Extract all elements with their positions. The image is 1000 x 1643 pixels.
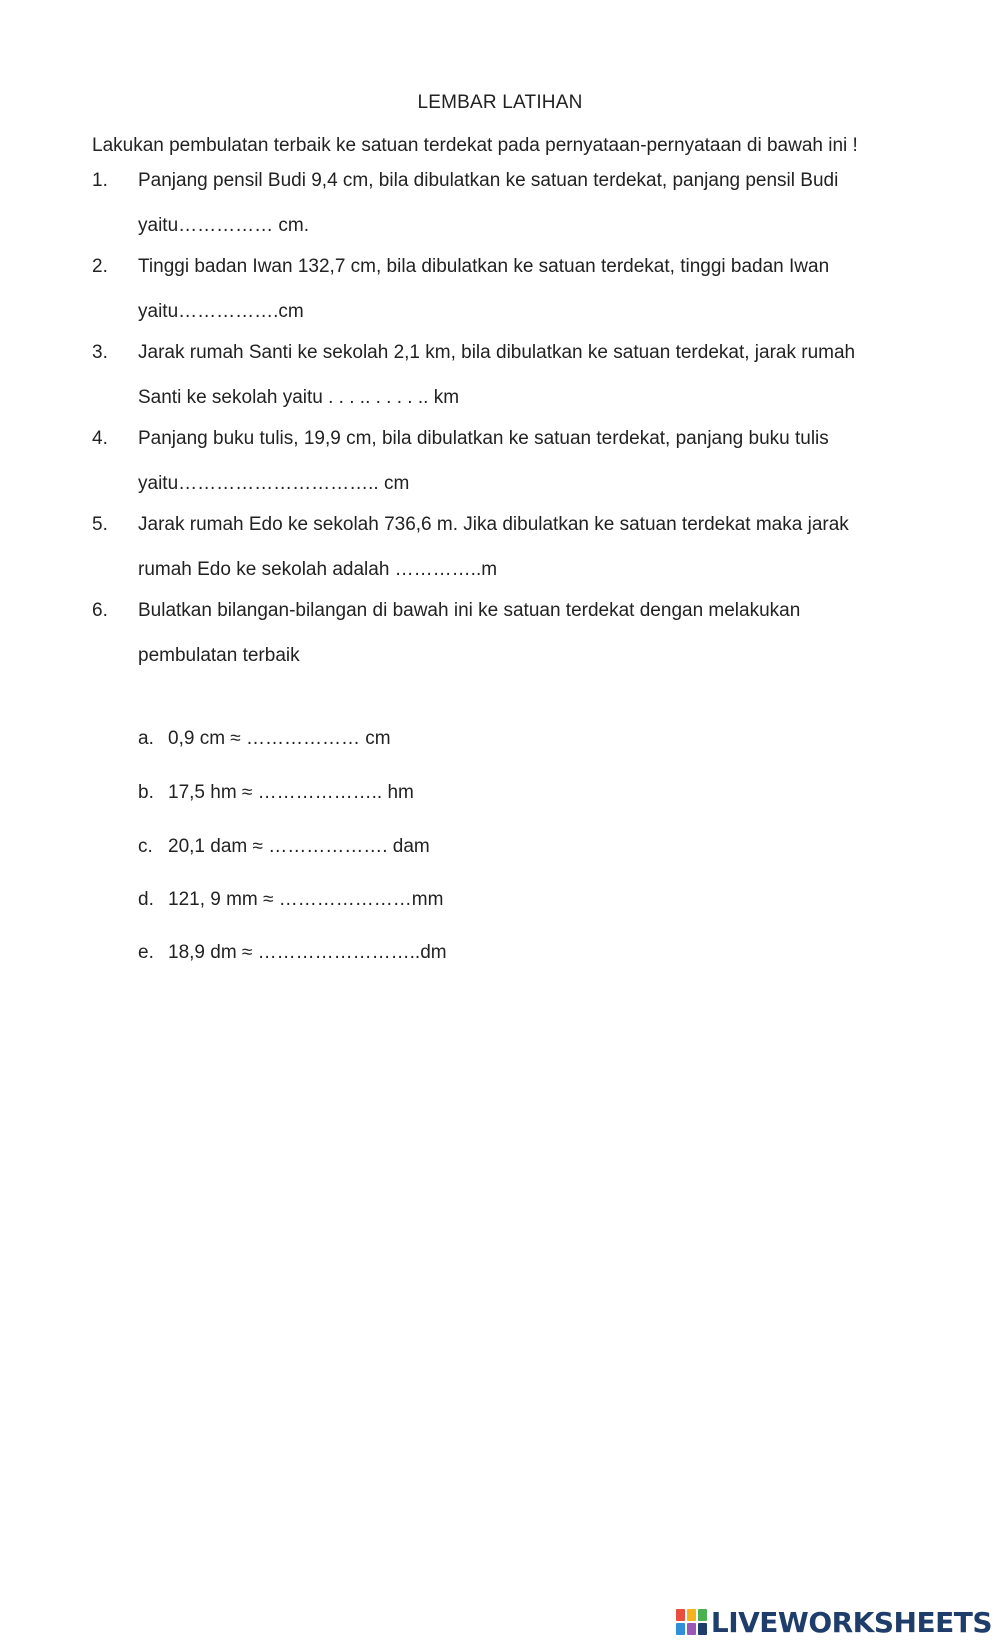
liveworksheets-logo xyxy=(676,1607,992,1637)
logo-block xyxy=(698,1623,707,1635)
question-number: 4. xyxy=(92,428,108,449)
subitem-e xyxy=(138,942,447,964)
subitem-c xyxy=(138,836,430,858)
question-answer-line: yaitu…………….cm xyxy=(138,301,304,322)
subitem-text: 17,5 hm ≈ ……………….. hm xyxy=(168,782,414,803)
logo-block xyxy=(676,1609,685,1621)
subitem-text: 18,9 dm ≈ ……………………..dm xyxy=(168,942,447,963)
instruction-text: Lakukan pembulatan terbaik ke satuan terdekat pada pernyataan-pernyataan di bawah ini ! xyxy=(92,135,858,156)
subitem-letter: b. xyxy=(138,782,154,803)
logo-grid-icon xyxy=(676,1609,707,1635)
question-text-continued: pembulatan terbaik xyxy=(138,645,300,666)
subitem-a xyxy=(138,728,391,750)
logo-block xyxy=(698,1609,707,1621)
logo-block xyxy=(687,1623,696,1635)
subitem-text: 20,1 dam ≈ ………………. dam xyxy=(168,836,430,857)
question-text: Tinggi badan Iwan 132,7 cm, bila dibulatkan ke satuan terdekat, tinggi badan Iwan xyxy=(138,256,830,277)
question-number: 2. xyxy=(92,256,108,277)
question-answer-line: yaitu…………… cm. xyxy=(138,215,310,236)
question-text: Jarak rumah Santi ke sekolah 2,1 km, bila dibulatkan ke satuan terdekat, jarak rumah xyxy=(138,342,856,363)
page-title: LEMBAR LATIHAN xyxy=(417,92,583,113)
subitem-letter: c. xyxy=(138,836,153,857)
question-text: Bulatkan bilangan-bilangan di bawah ini ke satuan terdekat dengan melakukan xyxy=(138,600,801,621)
question-number: 3. xyxy=(92,342,108,363)
logo-block xyxy=(676,1623,685,1635)
subitem-text: 0,9 cm ≈ ……………… cm xyxy=(168,728,391,749)
subitem-letter: a. xyxy=(138,728,154,749)
question-number: 5. xyxy=(92,514,108,535)
subitem-d xyxy=(138,889,443,911)
subitem-text: 121, 9 mm ≈ …………………mm xyxy=(168,889,444,910)
question-text: Panjang buku tulis, 19,9 cm, bila dibulatkan ke satuan terdekat, panjang buku tulis xyxy=(138,428,829,449)
subitem-letter: d. xyxy=(138,889,154,910)
question-answer-line: yaitu………………………….. cm xyxy=(138,473,410,494)
question-answer-line: rumah Edo ke sekolah adalah …………..m xyxy=(138,559,498,580)
subitem-letter: e. xyxy=(138,942,154,963)
question-number: 1. xyxy=(92,170,108,191)
question-text: Panjang pensil Budi 9,4 cm, bila dibulatkan ke satuan terdekat, panjang pensil Budi xyxy=(138,170,839,191)
subitem-b xyxy=(138,782,414,804)
logo-text: LIVEWORKSHEETS xyxy=(710,1605,992,1639)
logo-block xyxy=(687,1609,696,1621)
question-answer-line: Santi ke sekolah yaitu . . . .. . . . . .. km xyxy=(138,387,460,408)
question-text: Jarak rumah Edo ke sekolah 736,6 m. Jika dibulatkan ke satuan terdekat maka jarak xyxy=(138,514,849,535)
question-number: 6. xyxy=(92,600,108,621)
